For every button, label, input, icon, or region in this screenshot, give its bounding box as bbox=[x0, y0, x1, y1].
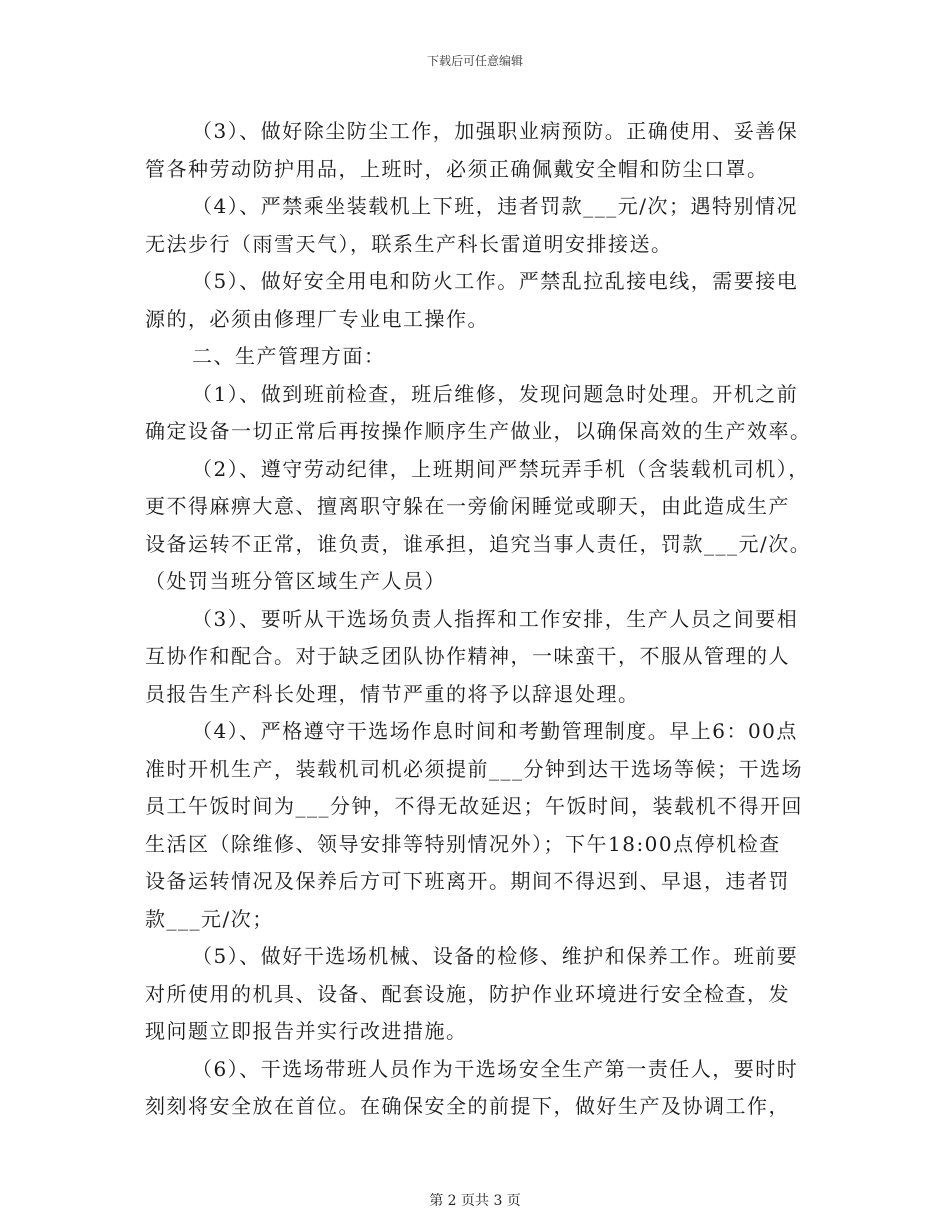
page-header: 下载后可任意编辑 bbox=[426, 54, 523, 68]
document-body bbox=[145, 113, 815, 1126]
text-line: 源的，必须由修理厂专业电工操作。 bbox=[145, 306, 489, 331]
text-line: 设备运转情况及保养后方可下班离开。期间不得迟到、早退，违者罚 bbox=[145, 869, 790, 893]
text-line: （4）、严禁乘坐装载机上下班，违者罚款___元/次；遇特别情况 bbox=[192, 194, 798, 218]
text-line: 设备运转不正常，谁负责，谁承担，追究当事人责任，罚款___元/次。 bbox=[145, 531, 812, 556]
text-line: 刻刻将安全放在首位。在确保安全的前提下，做好生产及协调工作， bbox=[145, 1094, 790, 1118]
text-line: （6）、干选场带班人员作为干选场安全生产第一责任人，要时时 bbox=[192, 1056, 799, 1081]
text-line: 员工午饭时间为___分钟，不得无故延迟；午饭时间，装载机不得开回 bbox=[145, 794, 803, 818]
text-line: 互协作和配合。对于缺乏团队协作精神，一味蛮干，不服从管理的人 bbox=[145, 644, 790, 668]
text-line: （1）、做到班前检查，班后维修，发现问题急时处理。开机之前 bbox=[192, 381, 799, 406]
page-number: 第 2 页共 3 页 bbox=[429, 1193, 521, 1209]
text-line: 现问题立即报告并实行改进措施。 bbox=[145, 1019, 468, 1043]
text-line: （5）、做好干选场机械、设备的检修、维护和保养工作。班前要 bbox=[192, 944, 799, 968]
text-line: 款___元/次； bbox=[145, 906, 274, 931]
text-line: 对所使用的机具、设备、配套设施，防护作业环境进行安全检查，发 bbox=[145, 981, 790, 1006]
text-line: 准时开机生产，装载机司机必须提前___分钟到达干选场等候；干选场 bbox=[145, 756, 803, 781]
text-line: 员报告生产科长处理，情节严重的将予以辞退处理。 bbox=[145, 681, 640, 706]
text-line: 管各种劳动防护用品，上班时，必须正确佩戴安全帽和防尘口罩。 bbox=[145, 156, 769, 181]
text-line: （3）、要听从干选场负责人指挥和工作安排，生产人员之间要相 bbox=[192, 606, 799, 631]
text-line: （5）、做好安全用电和防火工作。严禁乱拉乱接电线，需要接电 bbox=[192, 269, 799, 293]
text-line: （4）、严格遵守干选场作息时间和考勤管理制度。早上6：00点 bbox=[192, 719, 798, 743]
text-line: （3）、做好除尘防尘工作，加强职业病预防。正确使用、妥善保 bbox=[192, 119, 799, 143]
text-line: 更不得麻痹大意、擅离职守躲在一旁偷闲睡觉或聊天，由此造成生产 bbox=[145, 494, 790, 518]
text-line: 二、生产管理方面： bbox=[192, 344, 386, 368]
text-line: （2）、遵守劳动纪律，上班期间严禁玩弄手机（含装载机司机）， bbox=[192, 456, 810, 481]
text-line: 生活区（除维修、领导安排等特别情况外）；下午18:00点停机检查 bbox=[145, 831, 781, 856]
text-line: （处罚当班分管区域生产人员） bbox=[145, 569, 446, 593]
text-line: 无法步行（雨雪天气），联系生产科长雷道明安排接送。 bbox=[145, 231, 673, 256]
text-line: 确定设备一切正常后再按操作顺序生产做业，以确保高效的生产效率。 bbox=[145, 419, 812, 443]
